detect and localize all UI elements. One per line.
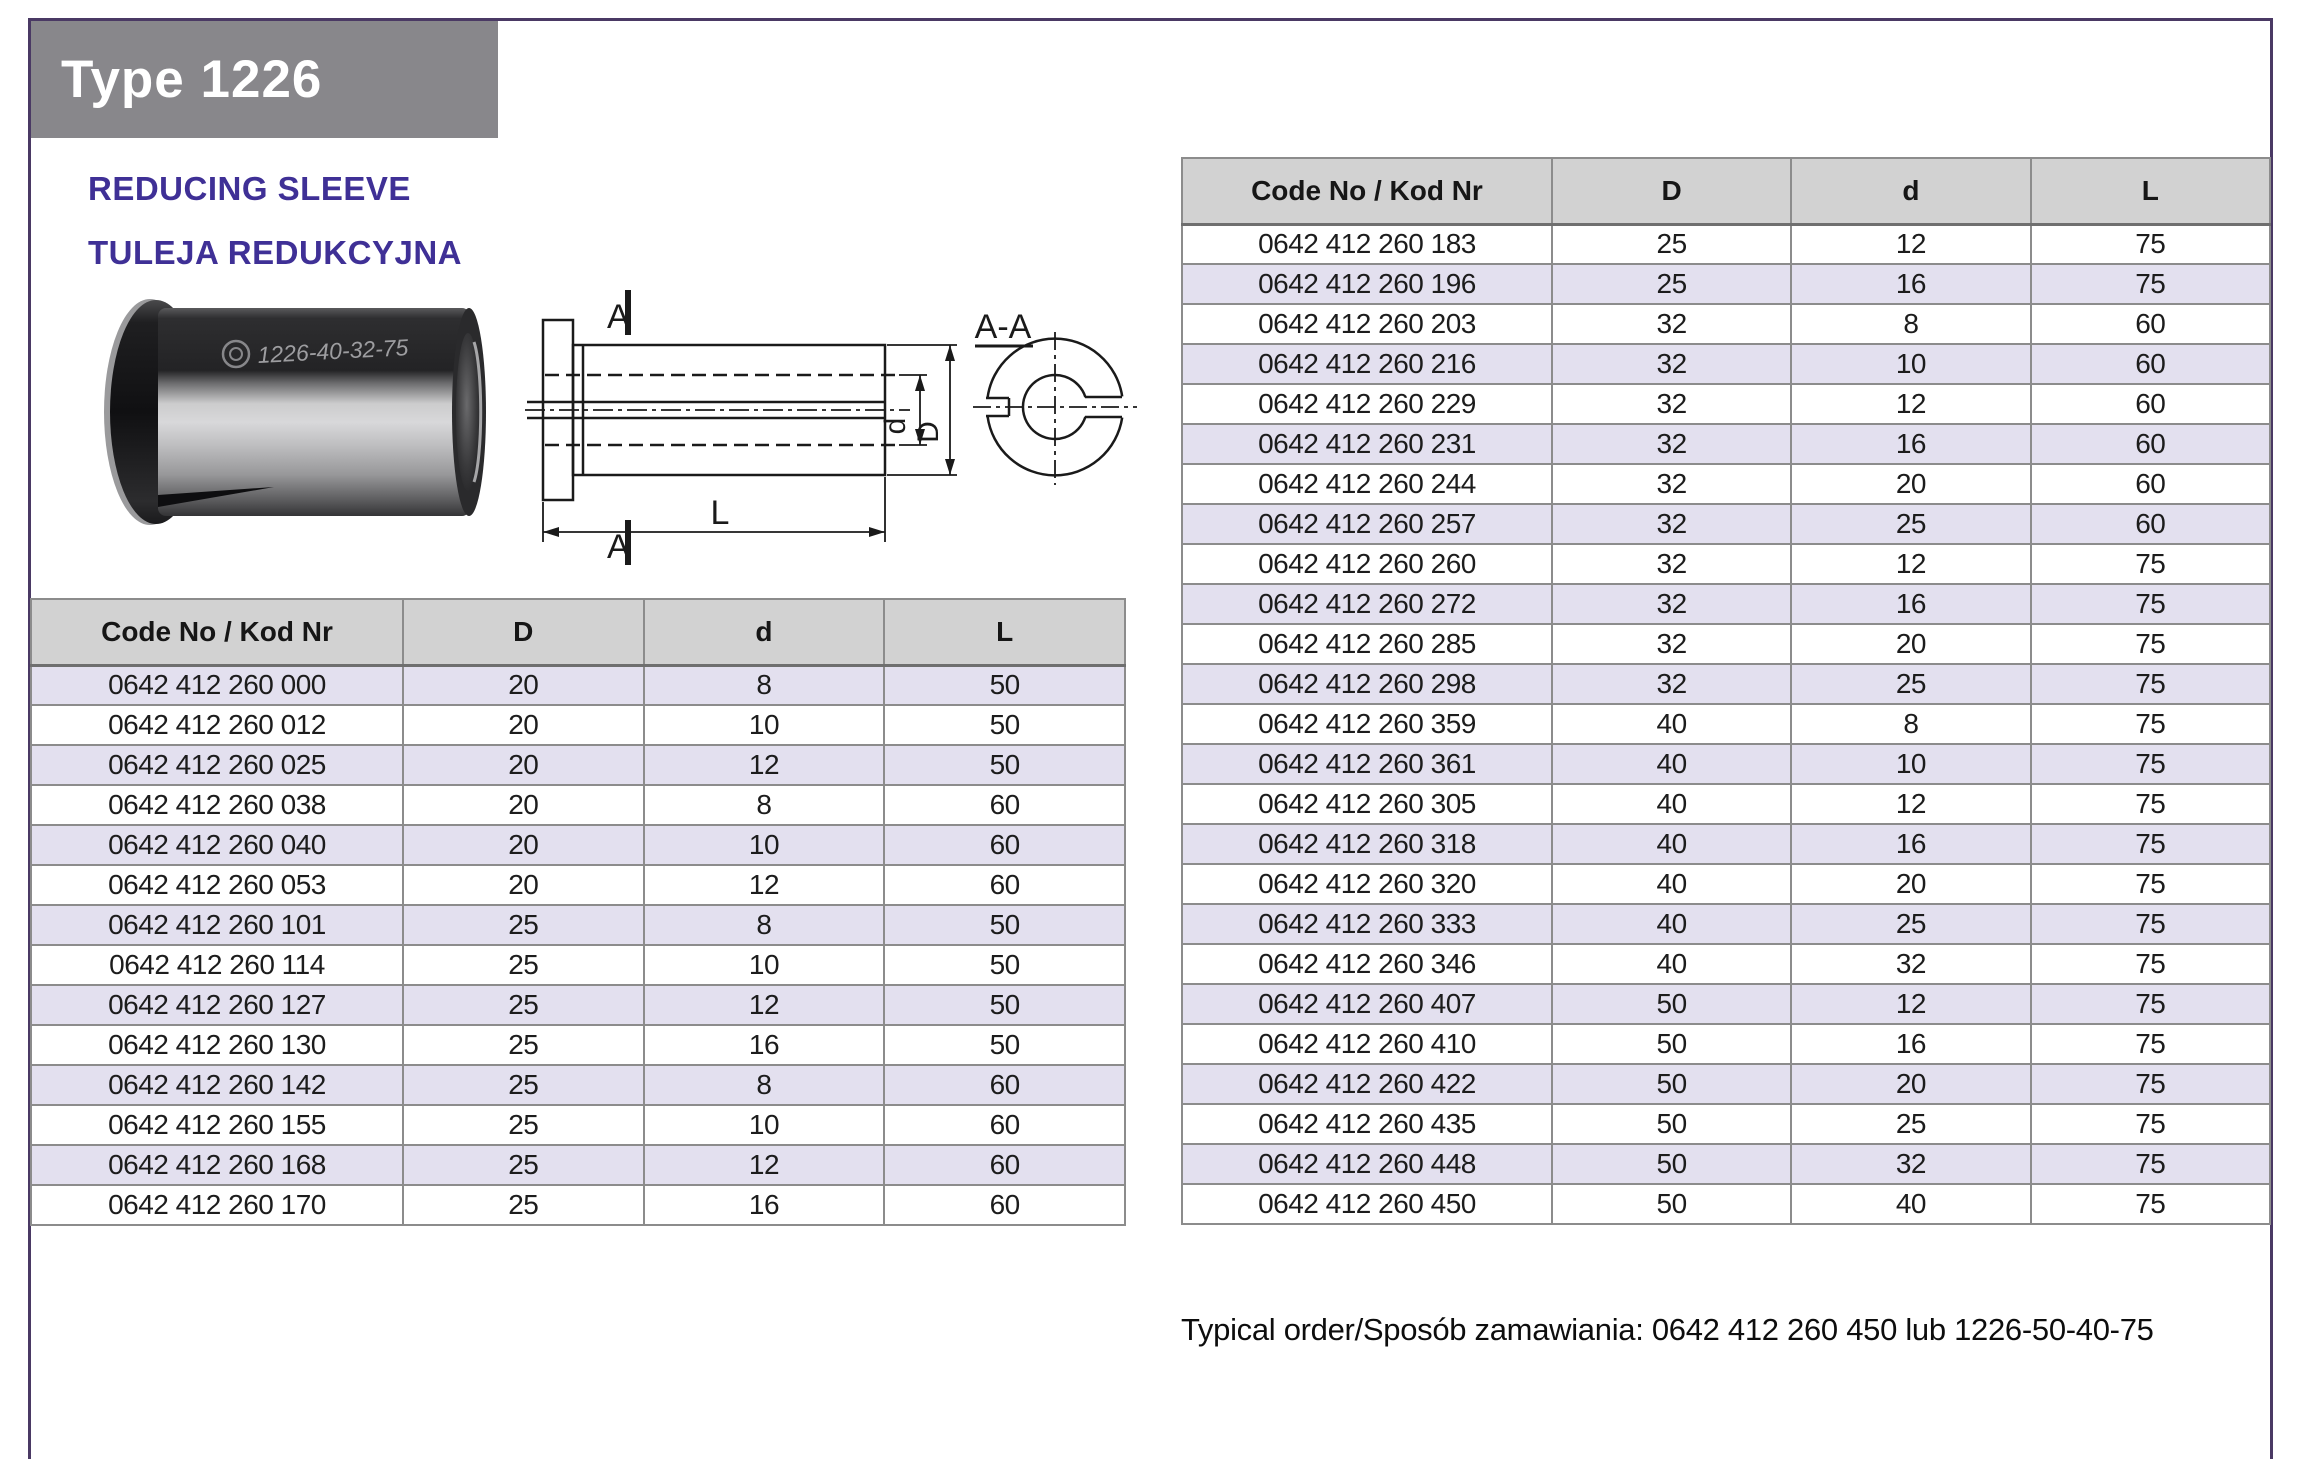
dimension-cell: 8 <box>644 1065 885 1105</box>
dimension-cell: 32 <box>1552 424 1791 464</box>
code-cell: 0642 412 260 298 <box>1182 664 1552 704</box>
page-title: Type 1226 <box>61 50 323 109</box>
product-photo <box>88 298 500 526</box>
code-cell: 0642 412 260 333 <box>1182 904 1552 944</box>
dimension-cell: 32 <box>1552 584 1791 624</box>
subtitle-polish: TULEJA REDUKCYJNA <box>88 234 462 271</box>
code-cell: 0642 412 260 407 <box>1182 984 1552 1024</box>
dimension-cell: 75 <box>2031 264 2270 304</box>
code-cell: 0642 412 260 170 <box>31 1185 403 1225</box>
code-cell: 0642 412 260 231 <box>1182 424 1552 464</box>
column-header-d: d <box>1791 158 2030 224</box>
dimension-cell: 50 <box>884 1025 1125 1065</box>
table-row <box>31 1185 1125 1225</box>
code-cell: 0642 412 260 025 <box>31 745 403 785</box>
table-row <box>1182 384 2270 424</box>
table-row <box>1182 864 2270 904</box>
dimension-cell: 25 <box>1791 504 2030 544</box>
dimension-cell: 32 <box>1552 504 1791 544</box>
dimension-cell: 50 <box>1552 1024 1791 1064</box>
table-row <box>1182 664 2270 704</box>
dimension-cell: 20 <box>403 745 644 785</box>
dimension-cell: 75 <box>2031 824 2270 864</box>
table-row <box>31 865 1125 905</box>
table-row <box>31 745 1125 785</box>
table-row <box>1182 464 2270 504</box>
table-row <box>1182 1104 2270 1144</box>
dimension-cell: 50 <box>1552 1104 1791 1144</box>
code-cell: 0642 412 260 183 <box>1182 224 1552 264</box>
spec-table-left <box>30 598 1126 1226</box>
dimension-cell: 40 <box>1552 784 1791 824</box>
dimension-cell: 10 <box>644 945 885 985</box>
dimension-cell: 8 <box>644 905 885 945</box>
dimension-cell: 50 <box>1552 984 1791 1024</box>
dimension-cell: 75 <box>2031 904 2270 944</box>
dimension-cell: 10 <box>644 825 885 865</box>
dimension-cell: 75 <box>2031 584 2270 624</box>
dimension-cell: 50 <box>1552 1184 1791 1224</box>
dimension-cell: 50 <box>884 665 1125 705</box>
code-cell: 0642 412 260 346 <box>1182 944 1552 984</box>
dimension-cell: 40 <box>1791 1184 2030 1224</box>
dimension-cell: 32 <box>1552 664 1791 704</box>
table-row <box>1182 824 2270 864</box>
code-cell: 0642 412 260 101 <box>31 905 403 945</box>
dimension-cell: 60 <box>884 785 1125 825</box>
dimension-cell: 60 <box>2031 344 2270 384</box>
dimension-cell: 12 <box>1791 544 2030 584</box>
dimension-cell: 20 <box>1791 1064 2030 1104</box>
dimension-cell: 10 <box>1791 744 2030 784</box>
dimension-cell: 16 <box>644 1185 885 1225</box>
table-row <box>1182 544 2270 584</box>
column-header-L: L <box>2031 158 2270 224</box>
table-row <box>31 1025 1125 1065</box>
dimension-cell: 75 <box>2031 784 2270 824</box>
table-row <box>1182 944 2270 984</box>
dimension-cell: 75 <box>2031 1024 2270 1064</box>
column-header-D: D <box>403 599 644 665</box>
code-cell: 0642 412 260 410 <box>1182 1024 1552 1064</box>
dimension-cell: 75 <box>2031 1104 2270 1144</box>
title-box <box>31 21 498 138</box>
table-row <box>1182 984 2270 1024</box>
table-row <box>1182 344 2270 384</box>
dimension-cell: 75 <box>2031 664 2270 704</box>
dimension-cell: 60 <box>884 1105 1125 1145</box>
dimension-cell: 75 <box>2031 624 2270 664</box>
dimension-cell: 20 <box>403 785 644 825</box>
dimension-cell: 60 <box>2031 504 2270 544</box>
dimension-cell: 12 <box>644 1145 885 1185</box>
code-cell: 0642 412 260 114 <box>31 945 403 985</box>
table-row <box>1182 304 2270 344</box>
cut-label-bottom: A <box>607 528 630 566</box>
dimension-cell: 32 <box>1552 464 1791 504</box>
dimension-cell: 25 <box>1791 904 2030 944</box>
dimension-cell: 32 <box>1791 1144 2030 1184</box>
dim-label-L: L <box>710 494 730 532</box>
table-row <box>1182 904 2270 944</box>
dimension-cell: 20 <box>403 825 644 865</box>
dimension-cell: 50 <box>884 705 1125 745</box>
code-cell: 0642 412 260 422 <box>1182 1064 1552 1104</box>
photo-marking-text: 1226-40-32-75 <box>256 334 409 368</box>
dimension-cell: 40 <box>1552 864 1791 904</box>
dimension-cell: 40 <box>1552 824 1791 864</box>
dimension-cell: 25 <box>403 985 644 1025</box>
dimension-cell: 25 <box>403 905 644 945</box>
dimension-cell: 12 <box>1791 224 2030 264</box>
dimension-cell: 8 <box>644 785 885 825</box>
table-row <box>31 985 1125 1025</box>
subtitle-english: REDUCING SLEEVE <box>88 170 411 207</box>
table-row <box>31 1065 1125 1105</box>
dimension-cell: 75 <box>2031 1184 2270 1224</box>
code-cell: 0642 412 260 320 <box>1182 864 1552 904</box>
code-cell: 0642 412 260 012 <box>31 705 403 745</box>
dimension-cell: 40 <box>1552 904 1791 944</box>
dimension-cell: 60 <box>884 865 1125 905</box>
dimension-cell: 25 <box>1552 264 1791 304</box>
dimension-cell: 20 <box>403 705 644 745</box>
table-row <box>1182 1024 2270 1064</box>
dim-label-d: d <box>879 417 912 435</box>
dimension-cell: 50 <box>884 985 1125 1025</box>
dimension-cell: 25 <box>1552 224 1791 264</box>
code-cell: 0642 412 260 318 <box>1182 824 1552 864</box>
dimension-cell: 75 <box>2031 704 2270 744</box>
dimension-cell: 60 <box>2031 304 2270 344</box>
dimension-cell: 50 <box>884 945 1125 985</box>
header-row <box>31 599 1125 665</box>
table-row <box>1182 1064 2270 1104</box>
column-header-L: L <box>884 599 1125 665</box>
code-cell: 0642 412 260 196 <box>1182 264 1552 304</box>
dimension-cell: 75 <box>2031 984 2270 1024</box>
section-label: A-A <box>974 308 1032 346</box>
dimension-cell: 12 <box>1791 384 2030 424</box>
dimension-cell: 16 <box>1791 824 2030 864</box>
dimension-cell: 10 <box>644 705 885 745</box>
dimension-cell: 50 <box>1552 1144 1791 1184</box>
table-row <box>1182 264 2270 304</box>
dimension-cell: 40 <box>1552 944 1791 984</box>
dimension-cell: 12 <box>644 985 885 1025</box>
spec-table-right <box>1181 157 2271 1225</box>
table-row <box>31 665 1125 705</box>
table-row <box>1182 744 2270 784</box>
dimension-cell: 75 <box>2031 744 2270 784</box>
dimension-cell: 25 <box>1791 1104 2030 1144</box>
dimension-cell: 75 <box>2031 224 2270 264</box>
code-cell: 0642 412 260 359 <box>1182 704 1552 744</box>
table-row <box>1182 624 2270 664</box>
code-cell: 0642 412 260 000 <box>31 665 403 705</box>
sleeve-illustration <box>104 299 486 525</box>
dimension-cell: 32 <box>1552 344 1791 384</box>
dimension-cell: 12 <box>644 745 885 785</box>
code-cell: 0642 412 260 038 <box>31 785 403 825</box>
table-row <box>1182 424 2270 464</box>
table-row <box>1182 784 2270 824</box>
dimension-cell: 32 <box>1791 944 2030 984</box>
dimension-cell: 16 <box>1791 264 2030 304</box>
dimension-cell: 75 <box>2031 1144 2270 1184</box>
dimension-cell: 8 <box>1791 304 2030 344</box>
table-row <box>1182 224 2270 264</box>
dimension-cell: 60 <box>2031 464 2270 504</box>
column-header-code: Code No / Kod Nr <box>1182 158 1552 224</box>
code-cell: 0642 412 260 450 <box>1182 1184 1552 1224</box>
code-cell: 0642 412 260 285 <box>1182 624 1552 664</box>
dimension-cell: 60 <box>884 1145 1125 1185</box>
dimension-cell: 60 <box>2031 424 2270 464</box>
code-cell: 0642 412 260 244 <box>1182 464 1552 504</box>
column-header-d: d <box>644 599 885 665</box>
dimension-cell: 12 <box>1791 984 2030 1024</box>
code-cell: 0642 412 260 040 <box>31 825 403 865</box>
dimension-cell: 50 <box>1552 1064 1791 1104</box>
dimension-cell: 20 <box>1791 624 2030 664</box>
dimension-cell: 20 <box>1791 864 2030 904</box>
code-cell: 0642 412 260 229 <box>1182 384 1552 424</box>
dimension-cell: 20 <box>1791 464 2030 504</box>
dimension-cell: 25 <box>403 1145 644 1185</box>
dimension-cell: 32 <box>1552 624 1791 664</box>
cut-label-top: A <box>607 298 630 336</box>
code-cell: 0642 412 260 448 <box>1182 1144 1552 1184</box>
table-row <box>1182 704 2270 744</box>
header-row <box>1182 158 2270 224</box>
table-row <box>1182 1144 2270 1184</box>
dimension-cell: 25 <box>403 1025 644 1065</box>
code-cell: 0642 412 260 435 <box>1182 1104 1552 1144</box>
code-cell: 0642 412 260 257 <box>1182 504 1552 544</box>
code-cell: 0642 412 260 361 <box>1182 744 1552 784</box>
table-row <box>31 825 1125 865</box>
dimension-cell: 25 <box>403 945 644 985</box>
dimension-cell: 75 <box>2031 544 2270 584</box>
dimension-cell: 25 <box>403 1065 644 1105</box>
dimension-cell: 20 <box>403 665 644 705</box>
code-cell: 0642 412 260 260 <box>1182 544 1552 584</box>
code-cell: 0642 412 260 127 <box>31 985 403 1025</box>
dimension-cell: 60 <box>2031 384 2270 424</box>
dimension-cell: 40 <box>1552 704 1791 744</box>
dimension-cell: 25 <box>403 1105 644 1145</box>
code-cell: 0642 412 260 216 <box>1182 344 1552 384</box>
table-row <box>31 1145 1125 1185</box>
table-row <box>31 945 1125 985</box>
code-cell: 0642 412 260 155 <box>31 1105 403 1145</box>
table-row <box>31 705 1125 745</box>
dimension-cell: 12 <box>644 865 885 905</box>
dimension-cell: 75 <box>2031 864 2270 904</box>
dimension-cell: 60 <box>884 1185 1125 1225</box>
dimension-cell: 50 <box>884 745 1125 785</box>
dimension-cell: 16 <box>1791 1024 2030 1064</box>
code-cell: 0642 412 260 130 <box>31 1025 403 1065</box>
dimension-cell: 12 <box>1791 784 2030 824</box>
dimension-cell: 8 <box>644 665 885 705</box>
dimension-cell: 8 <box>1791 704 2030 744</box>
table-row <box>31 785 1125 825</box>
dimension-cell: 40 <box>1552 744 1791 784</box>
column-header-code: Code No / Kod Nr <box>31 599 403 665</box>
dimension-cell: 20 <box>403 865 644 905</box>
dimension-cell: 50 <box>884 905 1125 945</box>
column-header-D: D <box>1552 158 1791 224</box>
typical-order-note: Typical order/Sposób zamawiania: 0642 412 260 450 lub 1226-50-40-75 <box>1181 1312 2154 1347</box>
table-row <box>1182 504 2270 544</box>
code-cell: 0642 412 260 142 <box>31 1065 403 1105</box>
code-cell: 0642 412 260 305 <box>1182 784 1552 824</box>
code-cell: 0642 412 260 272 <box>1182 584 1552 624</box>
table-row <box>31 1105 1125 1145</box>
dimension-cell: 16 <box>1791 584 2030 624</box>
code-cell: 0642 412 260 053 <box>31 865 403 905</box>
dimension-cell: 75 <box>2031 944 2270 984</box>
dimension-cell: 60 <box>884 825 1125 865</box>
dimension-cell: 25 <box>403 1185 644 1225</box>
dimension-cell: 32 <box>1552 544 1791 584</box>
dimension-cell: 32 <box>1552 304 1791 344</box>
dimension-cell: 16 <box>1791 424 2030 464</box>
technical-drawing <box>525 280 1165 610</box>
dimension-cell: 32 <box>1552 384 1791 424</box>
dimension-cell: 60 <box>884 1065 1125 1105</box>
dimension-cell: 10 <box>644 1105 885 1145</box>
code-cell: 0642 412 260 203 <box>1182 304 1552 344</box>
dimension-cell: 10 <box>1791 344 2030 384</box>
code-cell: 0642 412 260 168 <box>31 1145 403 1185</box>
table-row <box>1182 584 2270 624</box>
table-row <box>31 905 1125 945</box>
dim-label-D: D <box>912 421 945 443</box>
dimension-cell: 75 <box>2031 1064 2270 1104</box>
dimension-cell: 16 <box>644 1025 885 1065</box>
dimension-cell: 25 <box>1791 664 2030 704</box>
table-row <box>1182 1184 2270 1224</box>
